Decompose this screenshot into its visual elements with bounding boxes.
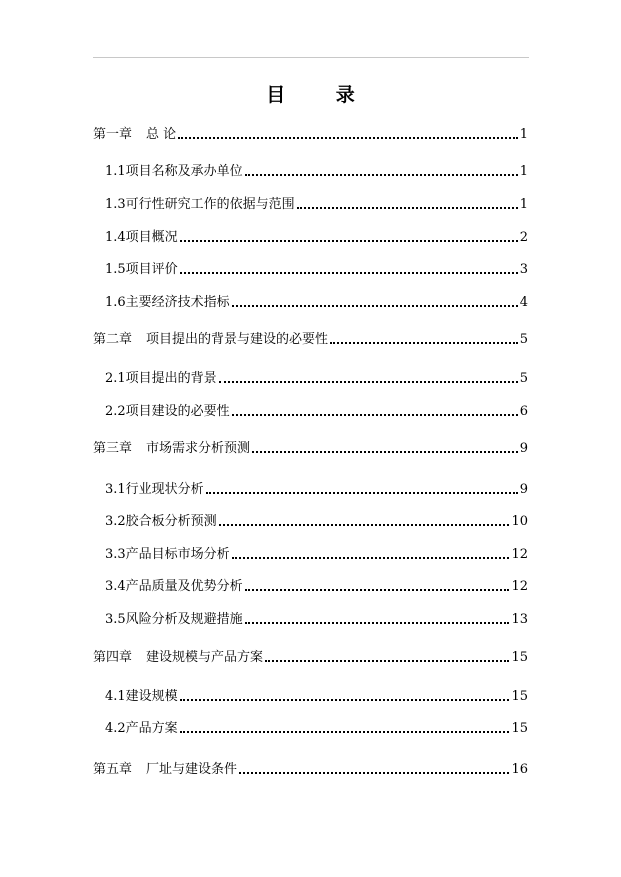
toc-page-number: 4 bbox=[519, 295, 528, 310]
toc-entry-label bbox=[105, 612, 243, 628]
toc-section-entry[interactable] bbox=[105, 400, 528, 420]
toc-entry-label bbox=[105, 262, 178, 278]
toc-page-number: 9 bbox=[519, 482, 528, 497]
toc-section-entry[interactable] bbox=[105, 608, 528, 628]
toc-entry-label bbox=[105, 721, 178, 737]
toc-dot-leader bbox=[245, 622, 510, 624]
toc-entry-title: 4.1建设规模 bbox=[105, 689, 178, 704]
toc-page-number: 12 bbox=[511, 547, 528, 562]
toc-entry-title: 2.1项目提出的背景 bbox=[105, 371, 217, 386]
toc-section-entry[interactable] bbox=[105, 575, 528, 595]
toc-dot-leader bbox=[180, 699, 510, 701]
toc-dot-leader bbox=[245, 589, 510, 591]
toc-entry-title: 3.1行业现状分析 bbox=[105, 482, 204, 497]
toc-chapter-entry[interactable] bbox=[93, 123, 528, 143]
toc-page-number: 1 bbox=[519, 127, 528, 142]
toc-entry-label bbox=[93, 332, 328, 348]
toc-section-entry[interactable] bbox=[105, 685, 528, 705]
toc-page-number: 15 bbox=[511, 721, 528, 736]
toc-entry-label bbox=[93, 650, 263, 666]
toc-entry-title: 3.3产品目标市场分析 bbox=[105, 547, 230, 562]
toc-dot-leader bbox=[297, 207, 518, 209]
toc-entry-title: 建设规模与产品方案 bbox=[146, 650, 264, 665]
toc-entry-title: 1.3可行性研究工作的依据与范围 bbox=[105, 197, 295, 212]
toc-dot-leader bbox=[232, 414, 518, 416]
toc-section-entry[interactable] bbox=[105, 258, 528, 278]
toc-dot-leader bbox=[180, 731, 510, 733]
toc-section-entry[interactable] bbox=[105, 160, 528, 180]
toc-dot-leader bbox=[245, 174, 518, 176]
toc-chapter-number: 第一章 bbox=[93, 127, 133, 142]
toc-dot-leader bbox=[232, 305, 518, 307]
toc-section-entry[interactable] bbox=[105, 193, 528, 213]
toc-dot-leader bbox=[178, 137, 518, 139]
toc-section-entry[interactable] bbox=[105, 543, 528, 563]
toc-entry-label bbox=[105, 404, 230, 420]
toc-chapter-entry[interactable] bbox=[93, 437, 528, 457]
toc-page-number: 6 bbox=[519, 404, 528, 419]
toc-entry-label bbox=[93, 762, 237, 778]
toc-entry-title: 1.4项目概况 bbox=[105, 230, 178, 245]
toc-chapter-number: 第五章 bbox=[93, 762, 133, 777]
toc-entry-label bbox=[105, 295, 230, 311]
toc-entry-label bbox=[105, 689, 178, 705]
toc-entry-title: 厂址与建设条件 bbox=[146, 762, 238, 777]
toc-entry-title: 2.2项目建设的必要性 bbox=[105, 404, 230, 419]
toc-section-entry[interactable] bbox=[105, 226, 528, 246]
toc-page-number: 2 bbox=[519, 230, 528, 245]
toc-page-number: 15 bbox=[511, 689, 528, 704]
toc-page-number: 10 bbox=[511, 514, 528, 529]
toc-dot-leader bbox=[219, 524, 510, 526]
toc-entry-title: 总 论 bbox=[146, 127, 177, 142]
toc-page-number: 5 bbox=[519, 371, 528, 386]
toc-dot-leader bbox=[239, 772, 509, 774]
toc-entry-label bbox=[105, 164, 243, 180]
toc-page-number: 16 bbox=[511, 762, 528, 777]
toc-dot-leader bbox=[180, 272, 518, 274]
toc-page-number: 15 bbox=[511, 650, 528, 665]
toc-page-number: 12 bbox=[511, 579, 528, 594]
toc-entry-title: 1.6主要经济技术指标 bbox=[105, 295, 230, 310]
toc-entry-title: 1.5项目评价 bbox=[105, 262, 178, 277]
toc-section-entry[interactable] bbox=[105, 367, 528, 387]
toc-page-number: 5 bbox=[519, 332, 528, 347]
toc-dot-leader bbox=[180, 240, 518, 242]
toc-dot-leader bbox=[252, 451, 518, 453]
toc-entry-label bbox=[93, 127, 176, 143]
toc-dot-leader bbox=[206, 492, 518, 494]
toc-chapter-number: 第四章 bbox=[93, 650, 133, 665]
toc-entry-label bbox=[105, 482, 204, 498]
toc-entry-label bbox=[105, 197, 295, 213]
toc-entry-label bbox=[105, 371, 217, 387]
toc-page-number: 1 bbox=[519, 197, 528, 212]
toc-page-number: 1 bbox=[519, 164, 528, 179]
toc-chapter-number: 第三章 bbox=[93, 441, 133, 456]
toc-entry-label bbox=[105, 514, 217, 530]
page-title: 目 录 bbox=[266, 84, 377, 106]
toc-page-number: 9 bbox=[519, 441, 528, 456]
toc-dot-leader bbox=[265, 660, 509, 662]
toc-dot-leader bbox=[330, 342, 518, 344]
toc-entry-title: 项目提出的背景与建设的必要性 bbox=[146, 332, 329, 347]
toc-entry-title: 1.1项目名称及承办单位 bbox=[105, 164, 243, 179]
toc-entry-title: 4.2产品方案 bbox=[105, 721, 178, 736]
toc-section-entry[interactable] bbox=[105, 510, 528, 530]
toc-chapter-entry[interactable] bbox=[93, 758, 528, 778]
toc-section-entry[interactable] bbox=[105, 291, 528, 311]
toc-entry-label bbox=[105, 579, 243, 595]
toc-entry-title: 市场需求分析预测 bbox=[146, 441, 251, 456]
toc-chapter-number: 第二章 bbox=[93, 332, 133, 347]
toc-entry-label bbox=[93, 441, 250, 457]
toc-entry-title: 3.2胶合板分析预测 bbox=[105, 514, 217, 529]
toc-dot-leader bbox=[232, 557, 510, 559]
toc-entry-label bbox=[105, 230, 178, 246]
toc-chapter-entry[interactable] bbox=[93, 328, 528, 348]
toc-page-number: 13 bbox=[511, 612, 528, 627]
toc-section-entry[interactable] bbox=[105, 478, 528, 498]
toc-entry-label bbox=[105, 547, 230, 563]
toc-page-number: 3 bbox=[519, 262, 528, 277]
toc-chapter-entry[interactable] bbox=[93, 646, 528, 666]
toc-entry-title: 3.5风险分析及规避措施 bbox=[105, 612, 243, 627]
toc-entry-title: 3.4产品质量及优势分析 bbox=[105, 579, 243, 594]
toc-dot-leader bbox=[219, 381, 518, 383]
toc-section-entry[interactable] bbox=[105, 717, 528, 737]
